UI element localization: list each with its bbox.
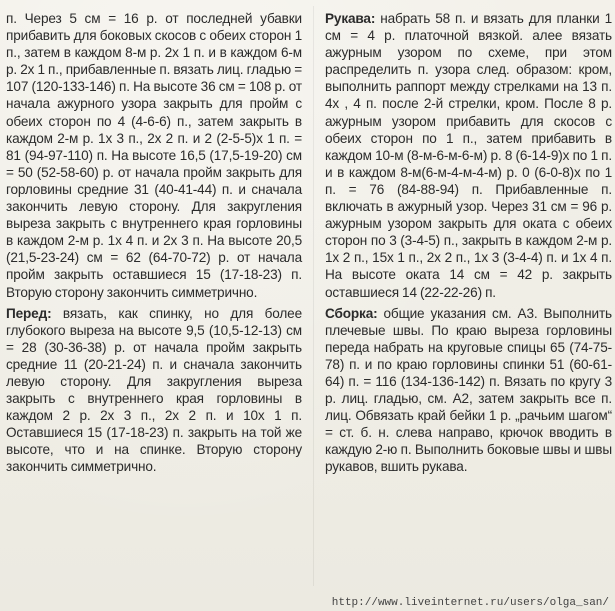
front-paragraph bbox=[6, 305, 302, 476]
watermark-url: http://www.liveinternet.ru/users/olga_san/ bbox=[331, 597, 609, 609]
front-text: вязать, как спинку, но для более глубокого выреза на высоте 9,5 (10,5-12-13) см = 28 (30-36-38) р. от начала пройм закрыть средние 11 (20-21-24) п. и сначала закончить левую сторону. Для закругления выреза закрыть с внутреннего края горловины в каждом 2 р. 2х 3 п., 2х 2 п. и 10х 1 п. Оставшиеся 15 (17-18-23) п. закрыть на той же высоте, что и на спинке. Вторую сторону закончить симметрично. bbox=[6, 305, 302, 475]
sleeves-text: набрать 58 п. и вязать для планки 1 см = 4 р. платочной вязкой. алее вязать ажурным узором по схеме, при этом распределить п. узора след. образом: кром, выполнить раппорт между стрелками на 13 п. 4х , 4 п. после 2-й стрелки, кром. После 8 р. ажурным узором прибавить для скосов с обеих сторон по 1 п., затем прибавить в каждом 10-м (8-м-6-м-6-м) р. 8 (6-14-9)х по 1 п. и в каждом 8-м(6-м-4-м-4-м) р. 0 (6-0-8)х по 1 п. = 76 (84-88-94) п. Прибавленные п. включать в ажурный узор. Через 31 см = 96 р. ажурным узором закрыть для оката с обеих сторон по 3 (3-4-5) п., закрыть в каждом 2-м р. 1х 2 п., 15х 1 п., 2х 2 п., 1х 3 (3-4-4) п. и 1х 4 п. На высоте оката 14 см = 42 р. закрыть оставшиеся 14 (22-22-26) п. bbox=[325, 11, 612, 300]
left-column bbox=[6, 10, 302, 476]
sleeves-paragraph bbox=[325, 10, 612, 301]
back-paragraph: п. Через 5 см = 16 р. от последней убавки прибавить для боковых скосов с обеих сторон 1 п., затем в каждом 8-м р. 2х 1 п. и в каждом 6-м р. 2х 1 п., прибавленные п. вязать лиц. гладью = 107 (120-133-146) п. На высоте 36 см = 108 р. от начала ажурного узора закрыть для пройм с обеих сторон по 4 (4-6-6) п., затем закрыть в каждом 2-м р. 1х 3 п., 2х 2 п. и 2 (2-5-5)х 1 п. = 81 (94-97-110) п. На высоте 16,5 (17,5-19-20) см = 50 (52-58-60) р. от начала пройм закрыть для горловины средние 31 (40-41-44) п. и сначала закончить левую сторону. Для закругления выреза закрыть с внутреннего края горловины в каждом 2-м р. 1х 4 п. и 2х 3 п. На высоте 20,5 (21,5-23-24) см = 62 (64-70-72) р. от начала пройм закрыть оставшиеся 15 (17-18-23) п. Вторую сторону закончить симметрично. bbox=[6, 11, 302, 300]
front-heading: Перед: bbox=[6, 305, 52, 321]
assembly-heading: Сборка: bbox=[325, 305, 378, 321]
column-gutter bbox=[313, 6, 314, 586]
assembly-paragraph bbox=[325, 305, 612, 476]
right-column bbox=[325, 10, 612, 476]
sleeves-heading: Рукава: bbox=[325, 11, 376, 26]
assembly-text: общие указания см. А3. Выполнить плечевые швы. По краю выреза горловины переда набрать на круговые спицы 65 (74-75-78) п. и по краю горловины спинки 51 (60-61-64) п. = 116 (134-136-142) п. Вязать по кругу 3 р. лиц. гладью, см. А2, затем закрыть все п. лиц. Обвязать край бейки 1 р. „рачьим шагом“ = ст. б. н. слева направо, крючок вводить в каждую 2-ю п. Выполнить боковые швы и швы рукавов, вшить рукава. bbox=[325, 305, 612, 475]
